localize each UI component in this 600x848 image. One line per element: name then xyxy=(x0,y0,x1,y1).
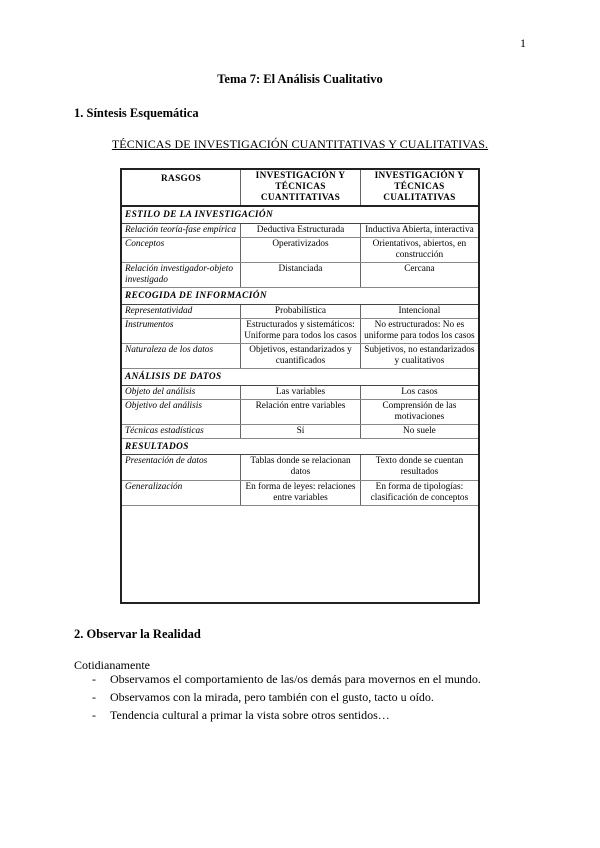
row-label: Generalización xyxy=(122,480,241,505)
table-row xyxy=(122,237,478,262)
row-label: Instrumentos xyxy=(122,318,241,343)
bullet-dash: - xyxy=(92,690,96,704)
cuantitativa-cell: Tablas donde se relacionan datos xyxy=(241,455,361,480)
row-label: Técnicas estadísticas xyxy=(122,424,241,438)
document-title: Tema 7: El Análisis Cualitativo xyxy=(217,72,383,86)
page-number: 1 xyxy=(520,36,526,50)
section-heading-2: 2. Observar la Realidad xyxy=(74,627,201,641)
table-header-row xyxy=(122,170,478,206)
bullet-dash: - xyxy=(92,708,96,722)
section-title: ANÁLISIS DE DATOS xyxy=(122,369,478,385)
table-section-row xyxy=(122,369,478,385)
table-row xyxy=(122,304,478,318)
section-title: RECOGIDA DE INFORMACIÓN xyxy=(122,288,478,304)
table-row xyxy=(122,385,478,399)
table-row xyxy=(122,318,478,343)
header-cualitativas: INVESTIGACIÓN Y TÉCNICAS CUALITATIVAS xyxy=(360,170,478,206)
list-item xyxy=(92,708,481,726)
table-row xyxy=(122,223,478,237)
row-label: Presentación de datos xyxy=(122,455,241,480)
cualitativa-cell: En forma de tipologías: clasificación de conceptos xyxy=(360,480,478,505)
paragraph-label: Cotidianamente xyxy=(74,658,150,672)
row-label: Representatividad xyxy=(122,304,241,318)
row-label: Relación investigador-objeto investigado xyxy=(122,263,241,288)
table-row xyxy=(122,424,478,438)
table-section-row xyxy=(122,439,478,455)
cualitativa-cell: Cercana xyxy=(360,263,478,288)
cualitativa-cell: No suele xyxy=(360,424,478,438)
table-caption: TÉCNICAS DE INVESTIGACIÓN CUANTITATIVAS Y CUALITATIVAS. xyxy=(111,137,489,151)
bullet-list xyxy=(92,672,481,726)
table-section-row xyxy=(122,288,478,304)
cuantitativa-cell: Sí xyxy=(241,424,361,438)
row-label: Objeto del análisis xyxy=(122,385,241,399)
section-title: RESULTADOS xyxy=(122,439,478,455)
bullet-text: Tendencia cultural a primar la vista sobre otros sentidos… xyxy=(110,708,390,722)
cualitativa-cell: Texto donde se cuentan resultados xyxy=(360,455,478,480)
table-row xyxy=(122,480,478,505)
table-row xyxy=(122,399,478,424)
row-label: Conceptos xyxy=(122,237,241,262)
bullet-dash: - xyxy=(92,672,96,686)
cuantitativa-cell: Relación entre variables xyxy=(241,399,361,424)
cuantitativa-cell: Estructurados y sistemáticos: Uniforme para todos los casos xyxy=(241,318,361,343)
cuantitativa-cell: Deductiva Estructurada xyxy=(241,223,361,237)
cualitativa-cell: Los casos xyxy=(360,385,478,399)
cualitativa-cell: Subjetivos, no estandarizados y cualitativos xyxy=(360,344,478,369)
comparison-table xyxy=(122,170,478,506)
header-cuantitativas: INVESTIGACIÓN Y TÉCNICAS CUANTITATIVAS xyxy=(241,170,361,206)
comparison-table-frame xyxy=(120,168,480,604)
cuantitativa-cell: Distanciada xyxy=(241,263,361,288)
cualitativa-cell: Comprensión de las motivaciones xyxy=(360,399,478,424)
cualitativa-cell: Inductiva Abierta, interactiva xyxy=(360,223,478,237)
cuantitativa-cell: En forma de leyes: relaciones entre variables xyxy=(241,480,361,505)
cualitativa-cell: Intencional xyxy=(360,304,478,318)
list-item xyxy=(92,690,481,708)
bullet-text: Observamos con la mirada, pero también con el gusto, tacto u oído. xyxy=(110,690,434,704)
cuantitativa-cell: Operativizados xyxy=(241,237,361,262)
list-item xyxy=(92,672,481,690)
cualitativa-cell: No estructurados: No es uniforme para todos los casos xyxy=(360,318,478,343)
cualitativa-cell: Orientativos, abiertos, en construcción xyxy=(360,237,478,262)
section-title: ESTILO DE LA INVESTIGACIÓN xyxy=(122,206,478,223)
cuantitativa-cell: Probabilística xyxy=(241,304,361,318)
header-rasgos: RASGOS xyxy=(122,170,241,206)
cuantitativa-cell: Las variables xyxy=(241,385,361,399)
table-row xyxy=(122,344,478,369)
table-section-row xyxy=(122,206,478,223)
row-label: Relación teoría-fase empírica xyxy=(122,223,241,237)
row-label: Naturaleza de los datos xyxy=(122,344,241,369)
section-heading-1: 1. Síntesis Esquemática xyxy=(74,106,199,120)
bullet-text: Observamos el comportamiento de las/os demás para movernos en el mundo. xyxy=(110,672,481,686)
row-label: Objetivo del análisis xyxy=(122,399,241,424)
table-row xyxy=(122,263,478,288)
cuantitativa-cell: Objetivos, estandarizados y cuantificados xyxy=(241,344,361,369)
table-row xyxy=(122,455,478,480)
